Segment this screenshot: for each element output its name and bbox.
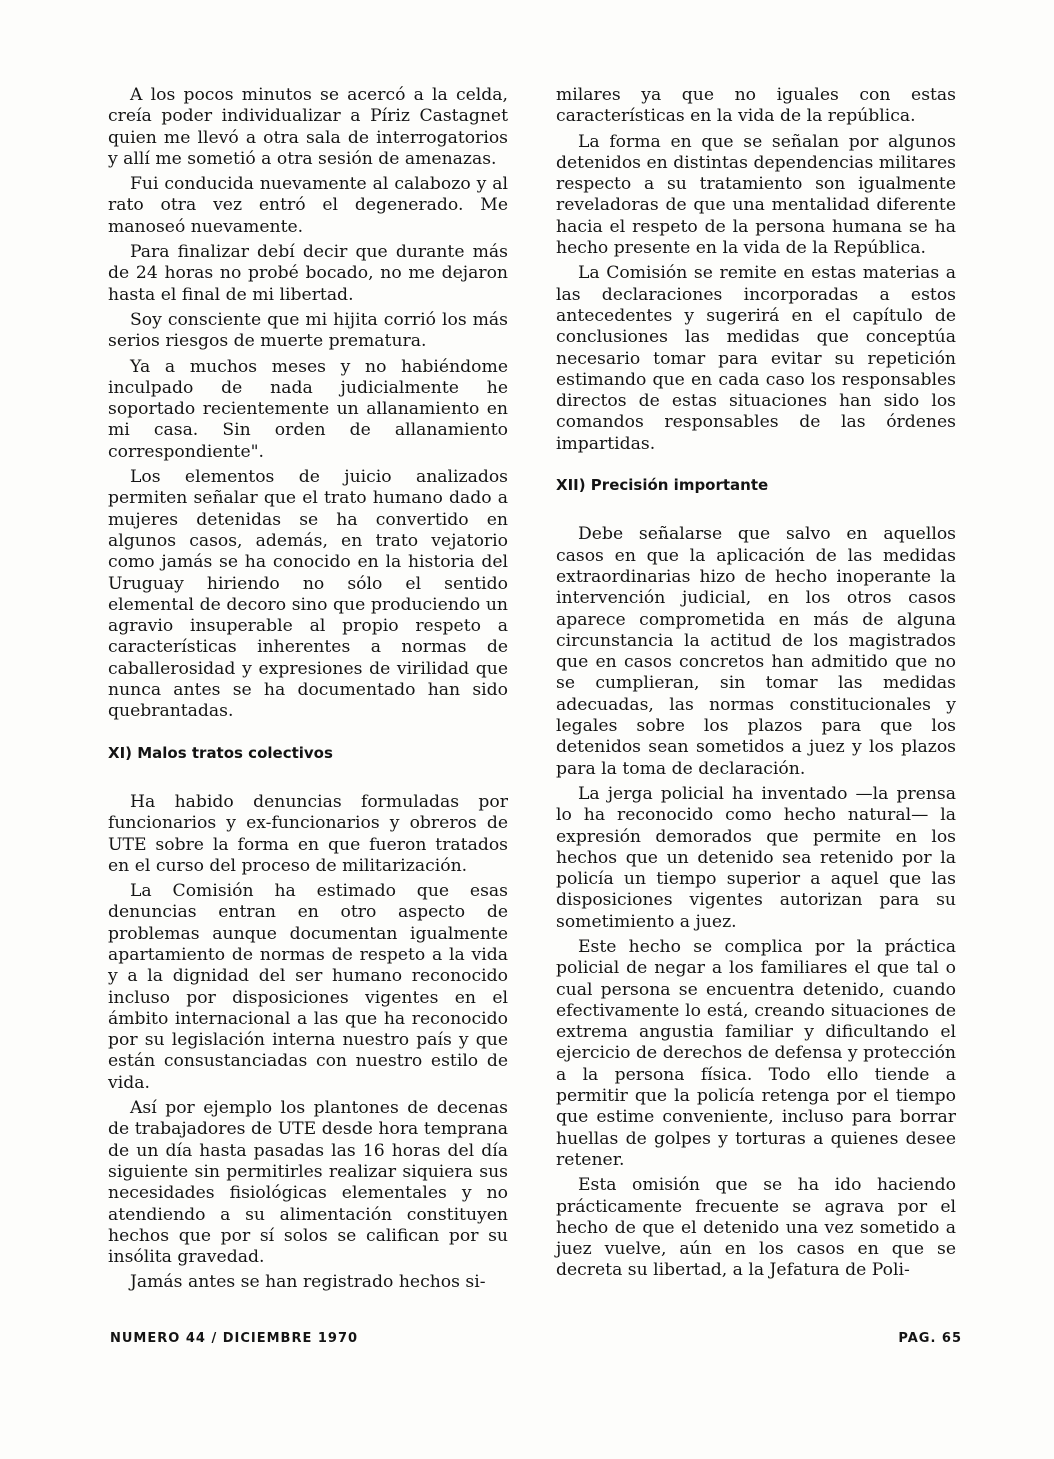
paragraph: A los pocos minutos se acercó a la celda, creía poder individualizar a Píriz Castagnet quien me llevó a otra sala de interrogatorios y allí me sometió a otra sesión de amenazas. (108, 85, 508, 169)
paragraph: Soy consciente que mi hijita corrió los más serios riesgos de muerte prematura. (108, 309, 508, 352)
paragraph: Este hecho se complica por la práctica policial de negar a los familiares el que tal o cual persona se encuentra detenido, cuando efectivamente lo está, creando situaciones de extrema angustia familiar y dificultando el ejercicio de derechos de defensa y protección a la persona física. Todo ello tiende a permitir que la policía retenga por el tiempo que estime conveniente, incluso para borrar huellas de golpes y torturas a quienes desee retener. (556, 936, 956, 1170)
paragraph: Fui conducida nuevamente al calabozo y al rato otra vez entró el degenerado. Me manoseó nuevamente. (108, 174, 508, 237)
paragraph: Esta omisión que se ha ido haciendo prácticamente frecuente se agrava por el hecho de que el detenido una vez sometido a juez vuelve, aún en los casos en que se decreta su libertad, a la Jefatura de Poli- (556, 1175, 956, 1281)
paragraph: Debe señalarse que salvo en aquellos casos en que la aplicación de las medidas extraordinarias hizo de hecho inoperante la intervención judicial, en los otros casos aparece comprometida en más de alguna circunstancia la actitud de los magistrados que en casos concretos han admitido que no se cumplieran, sin tomar las medidas adecuadas, las normas constitucionales y legales sobre los plazos para que los detenidos sean sometidos a juez y los plazos para la toma de declaración. (556, 524, 956, 779)
section-heading: XII) Precisión importante (556, 476, 769, 495)
paragraph: La Comisión se remite en estas materias a las declaraciones incorporadas a estos antecedentes y sugerirá en el capítulo de conclusiones las medidas que conceptúa necesario tomar para evitar su repetición estimando que en cada caso los responsables directos de estas situaciones han sido los comandos responsables de las órdenes impartidas. (556, 263, 956, 454)
paragraph-continued: milares ya que no iguales con estas características en la vida de la república. (556, 85, 956, 127)
paragraph: La jerga policial ha inventado —la prensa lo ha reconocido como hecho natural— la expresión demorados que permite en los hechos que un detenido sea retenido por la policía un tiempo superior a aquel que las disposiciones vigentes autorizan para su sometimiento a juez. (556, 783, 956, 932)
paragraph: Así por ejemplo los plantones de decenas de trabajadores de UTE desde hora temprana de un día hasta pasadas las 16 horas del día siguiente sin permitirles realizar siquiera sus necesidades fisiológicas elementales y no atendiendo a su alimentación constituyen hechos que por sí solos se califican por su insólita gravedad. (108, 1098, 508, 1268)
paragraph: La forma en que se señalan por algunos detenidos en distintas dependencias militares respecto a su tratamiento son igualmente reveladoras de que una mentalidad diferente hacia el respeto de la persona humana se ha hecho presente en la vida de la República. (556, 131, 956, 259)
left-column (108, 85, 508, 1298)
paragraph: Los elementos de juicio analizados permiten señalar que el trato humano dado a mujeres detenidas se ha convertido en algunos casos, además, en trato vejatorio como jamás se ha conocido en la historia del Uruguay hiriendo no sólo el sentido elemental de decoro sino que produciendo un agravio insuperable al propio respeto a características inherentes a normas de caballerosidad y expresiones de virilidad que nunca antes se ha documentado han sido quebrantadas. (108, 467, 508, 722)
section-heading: XI) Malos tratos colectivos (108, 743, 333, 762)
footer-page-number: PAG. 65 (898, 1331, 962, 1346)
paragraph: La Comisión ha estimado que esas denuncias entran en otro aspecto de problemas aunque documentan igualmente apartamiento de normas de respeto a la vida y a la dignidad del ser humano reconocido incluso por disposiciones vigentes en el ámbito internacional a las que ha reconocido por su legislación interna nuestro país y que están consustanciadas con nuestro estilo de vida. (108, 881, 508, 1093)
paragraph: Ya a muchos meses y no habiéndome inculpado de nada judicialmente he soportado recientemente un allanamiento en mi casa. Sin orden de allanamiento correspondiente". (108, 356, 508, 462)
paragraph: Jamás antes se han registrado hechos si- (130, 1272, 486, 1293)
footer-issue: NUMERO 44 / DICIEMBRE 1970 (110, 1331, 359, 1346)
right-column (556, 85, 956, 1286)
paragraph: Ha habido denuncias formuladas por funcionarios y ex-funcionarios y obreros de UTE sobre la forma en que fueron tratados en el curso del proceso de militarización. (108, 791, 508, 876)
paragraph: Para finalizar debí decir que durante más de 24 horas no probé bocado, no me dejaron hasta el final de mi libertad. (108, 242, 508, 305)
